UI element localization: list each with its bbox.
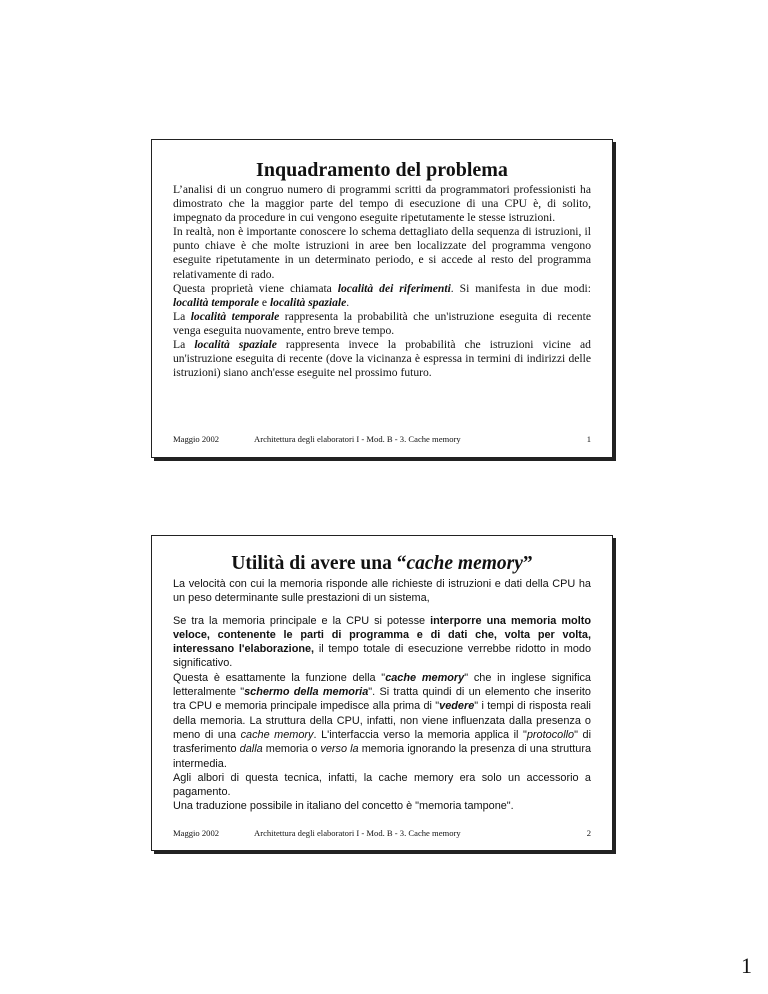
slide-2-title: Utilità di avere una “cache memory” [231,553,533,574]
term-spatial-locality: località spaziale [194,338,277,352]
term-from: dalla [239,743,263,756]
slide-1-paragraph: La località spaziale rappresenta invece la probabilità che istruzioni vicine ad un'istruzione eseguita di recente (dove la vicinanza è espressa in termini di indirizzi delle istruzioni) siano anch'esse eseguite nel prossimo futuro. [173,338,591,380]
title-term-cache-memory: cache memory [406,553,523,574]
slide-1-title: Inquadramento del problema [256,159,508,181]
footer-course: Architettura degli elaboratori I - Mod. B - 3. Cache memory [254,828,461,838]
slide-1-paragraph: La località temporale rappresenta la probabilità che un'istruzione eseguita di recente venga eseguita nuovamente, entro breve tempo. [173,309,591,337]
slide-2-paragraph: Agli albori di questa tecnica, infatti, la cache memory era solo un accessorio a pagamento. [173,771,591,799]
slide-1-footer [173,434,591,446]
slide-2-body [173,577,591,814]
term-locality-of-reference: località dei riferimenti [337,281,451,295]
emphasis-fast-memory: interporre una memoria molto veloce, contenente le parti di programma e di dati che, volta per volta, interessano l'elaborazione, [173,614,591,656]
footer-date: Maggio 2002 [173,434,220,444]
slide-2-paragraph: La velocità con cui la memoria risponde alle richieste di istruzioni e dati della CPU ha un peso determinante sulle prestazioni di un sistema, [173,578,591,605]
slide-2-paragraph: Se tra la memoria principale e la CPU si potesse interporre una memoria molto veloce, contenente le parti di programma e di dati che, volta per volta, interessano l'elaborazione, il tempo totale di esecuzione verrebbe ridotto in modo significativo. [173,614,592,670]
term-towards: verso la [320,743,359,756]
term-memory-screen: schermo della memoria [244,686,369,699]
page-number: 1 [741,953,752,978]
term-temporal-locality: località temporale [190,309,280,323]
term-protocol: protocollo [526,728,575,741]
term-temporal-locality: località temporale [173,295,259,309]
term-cache-memory: cache memory [385,671,465,684]
slide-2-footer [173,828,591,840]
term-see: vedere [439,700,475,713]
slide-1-paragraph: In realtà, non è importante conoscere lo schema dettagliato della sequenza di istruzioni, il punto chiave è che molte istruzioni in aree ben localizzate del programma vengono eseguite ripetutamente in un determinato periodo, e si accede al resto del programma relativamente di rado. [173,225,591,281]
slide-1 [151,139,613,458]
slide-1-paragraph: L’analisi di un congruo numero di programmi scritti da programmatori professionisti ha dimostrato che la maggior parte del tempo di esecuzione di una CPU è, di solito, impegnato da procedure in cui vengono eseguite ripetutamente le stesse istruzioni. [173,183,591,225]
term-spatial-locality: località spaziale [269,295,347,309]
footer-date: Maggio 2002 [173,828,220,838]
footer-course: Architettura degli elaboratori I - Mod. B - 3. Cache memory [254,434,461,444]
slide-1-body [173,183,591,380]
slide-2-paragraph: Una traduzione possibile in italiano del concetto è "memoria tampone". [173,800,514,813]
footer-slide-number: 1 [586,434,591,444]
slide-2 [151,535,613,851]
term-cache-memory: cache memory [240,728,314,741]
slide-1-paragraph: Questa proprietà viene chiamata località dei riferimenti. Si manifesta in due modi: località temporale e località spaziale. [173,281,591,309]
footer-slide-number: 2 [586,828,591,838]
slide-2-paragraph: Questa è esattamente la funzione della "cache memory" che in inglese significa letteralmente "schermo della memoria". Si tratta quindi di un elemento che inserito tra CPU e memoria principale impedisce alla prima di "vedere" i tempi di risposta reali della memoria. La struttura della CPU, infatti, non viene influenzata dalla presenza o meno di una cache memory. L'interfaccia verso la memoria applica il "protocollo" di trasferimento dalla memoria o verso la memoria ignorando la presenza di una struttura intermedia. [173,671,592,770]
